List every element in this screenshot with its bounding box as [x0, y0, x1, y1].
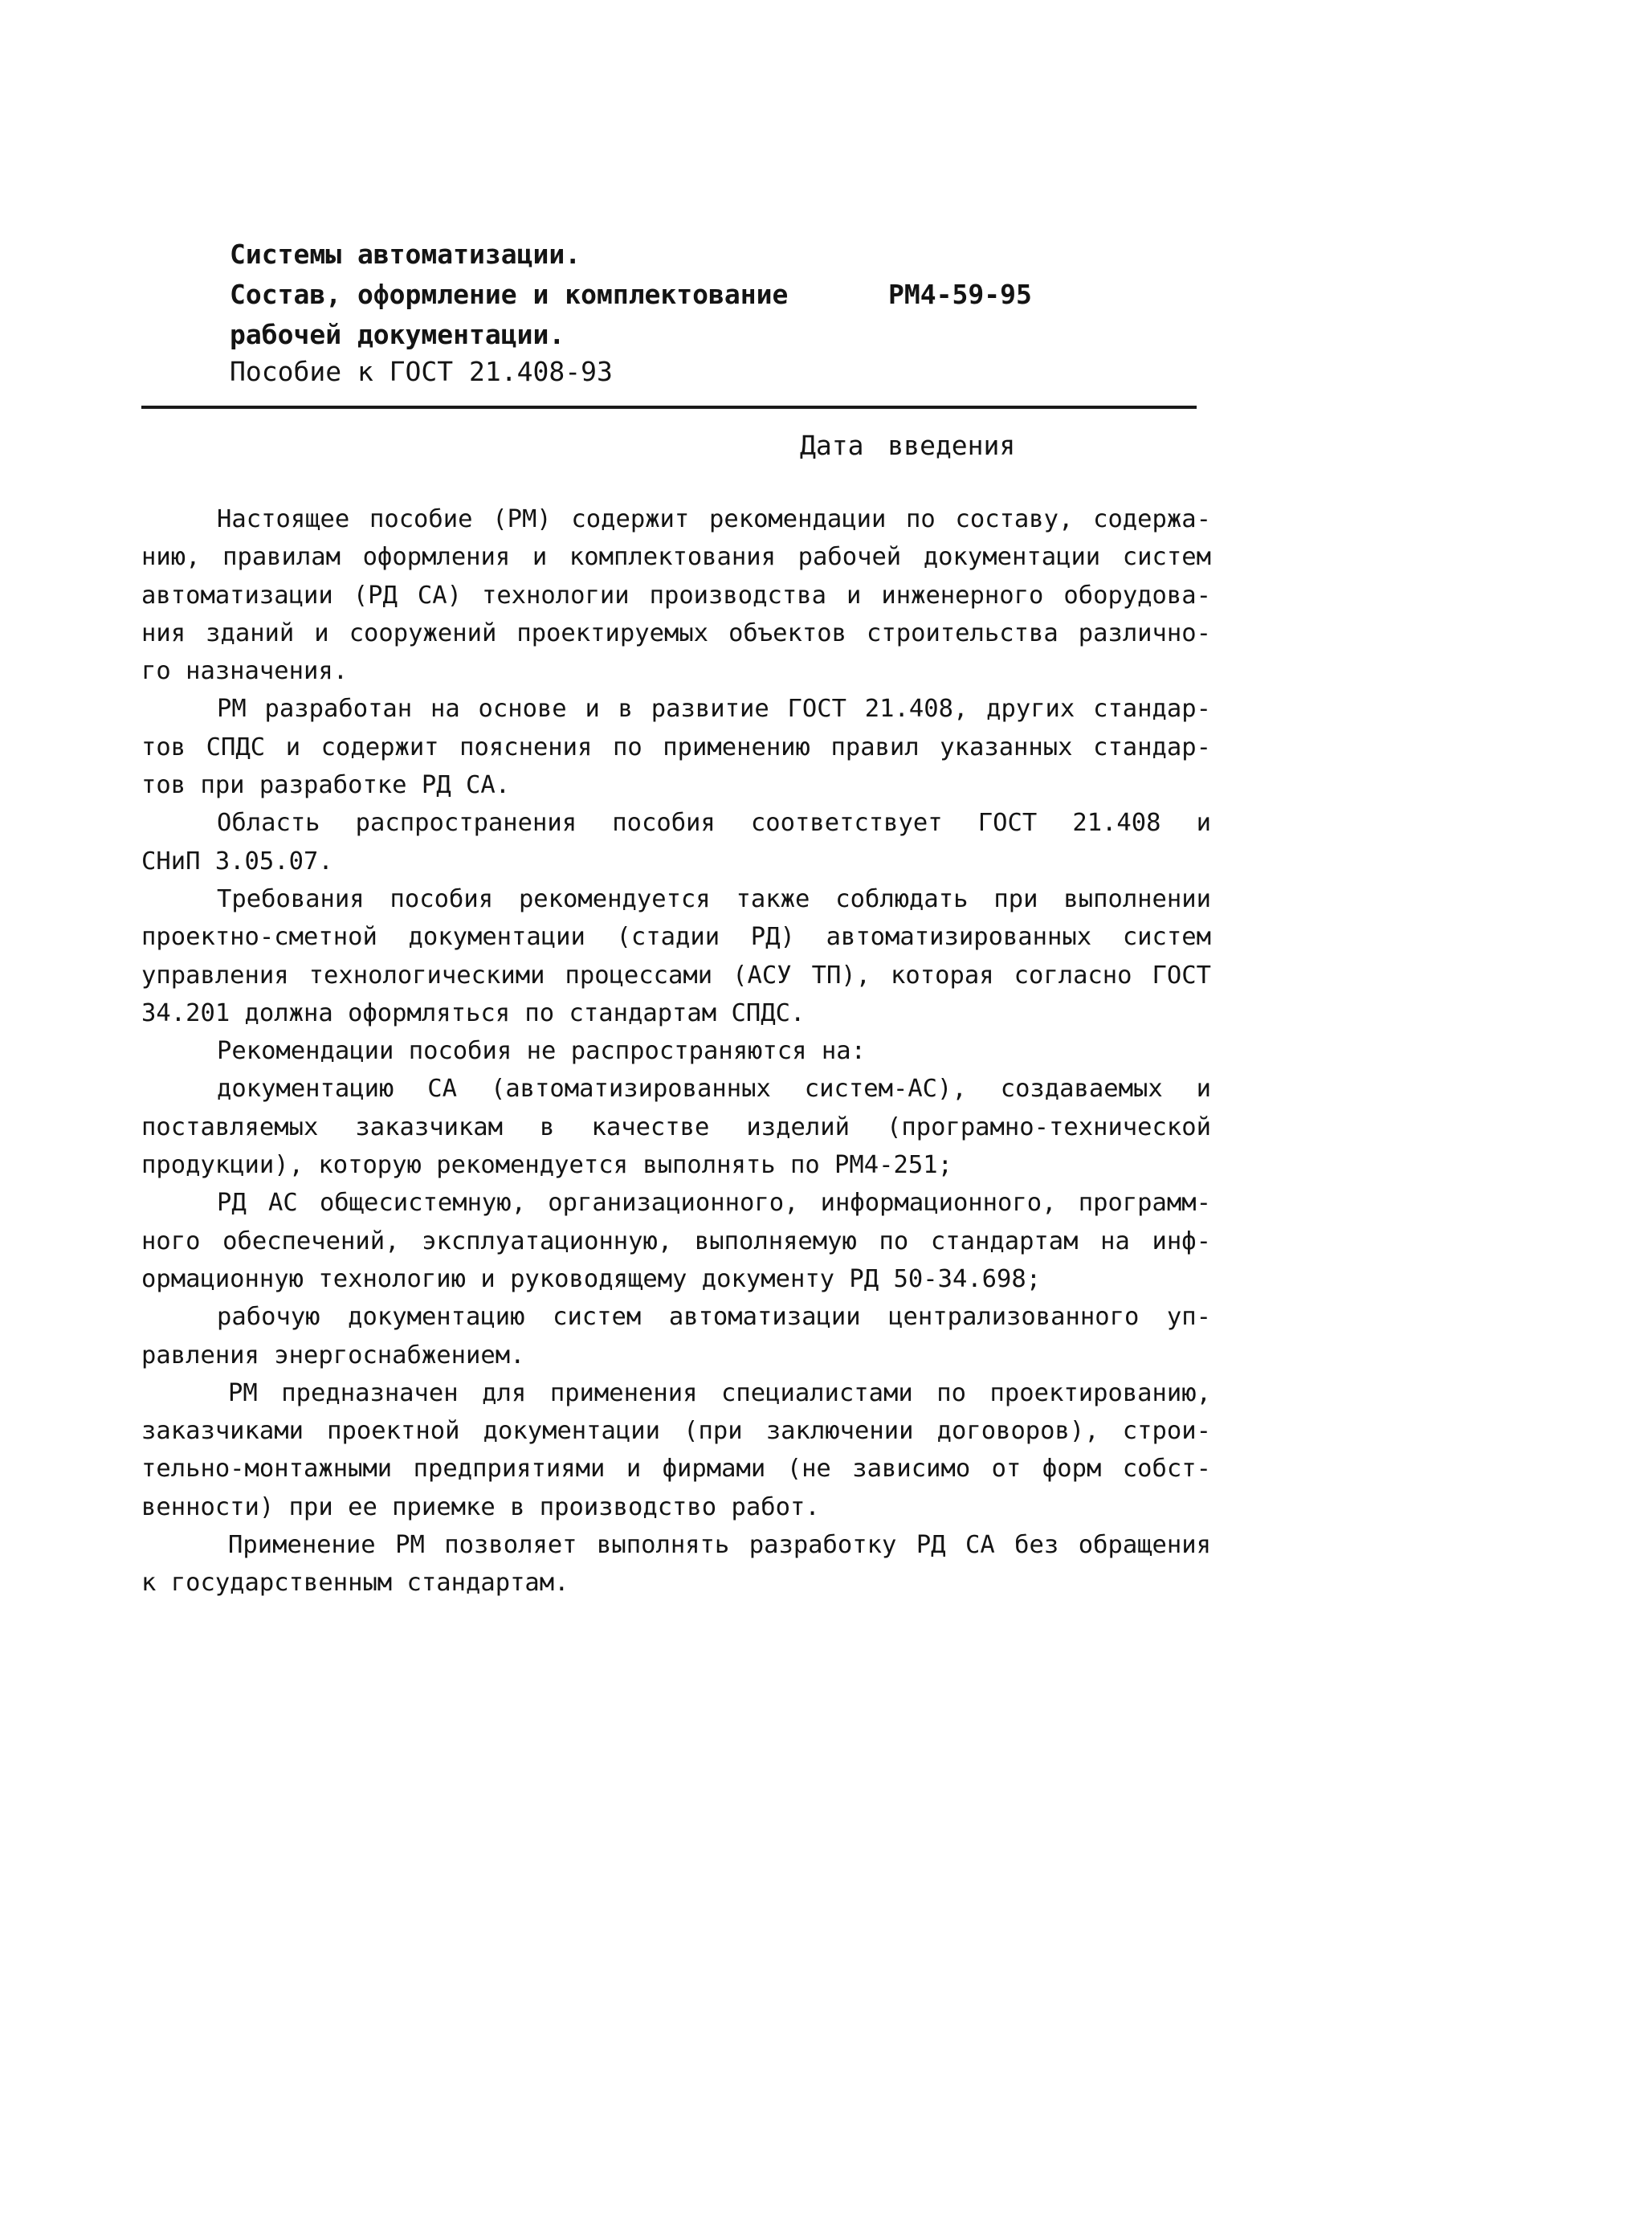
text-line: 34.201 должна оформляться по стандартам СПДС. [141, 998, 806, 1027]
text-line: ного обеспечений, эксплуатационную, выполняемую по стандартам на инф- [141, 1227, 1211, 1255]
text-line: тов при разработке РД СА. [141, 771, 511, 800]
header-title-line-3: рабочей документации. [230, 319, 565, 350]
text-line: Требования пособия рекомендуется также соблюдать при выполнении [217, 884, 1211, 913]
text-line: РМ разработан на основе и в развитие ГОСТ 21.408, других стандар- [217, 695, 1211, 724]
text-line: Область распространения пособия соответствует ГОСТ 21.408 и [217, 809, 1211, 838]
text-line: венности) при ее приемке в производство работ. [141, 1492, 820, 1521]
header-divider [141, 406, 1197, 409]
text-line: Рекомендации пособия не распространяются на: [217, 1037, 866, 1066]
text-line: документацию СА (автоматизированных систем-АС), создаваемых и [217, 1075, 1211, 1104]
text-line: РМ предназначен для применения специалистами по проектированию, [228, 1378, 1211, 1407]
text-line: ния зданий и сооружений проектируемых объектов строительства различно- [141, 618, 1211, 647]
text-line: равления энергоснабжением. [141, 1341, 525, 1370]
intro-date-label: Дата введения [800, 430, 1016, 461]
text-line: к государственным стандартам. [141, 1569, 569, 1598]
text-line: РД АС общесистемную, организационного, информационного, программ- [217, 1189, 1211, 1218]
text-line: автоматизации (РД СА) технологии производства и инженерного оборудова- [141, 581, 1211, 610]
text-line: проектно-сметной документации (стадии РД) автоматизированных систем [141, 923, 1211, 952]
text-line: заказчиками проектной документации (при заключении договоров), строи- [141, 1417, 1211, 1446]
text-line: Настоящее пособие (РМ) содержит рекомендации по составу, содержа- [217, 505, 1211, 533]
text-line: поставляемых заказчикам в качестве изделий (програмно-технической [141, 1112, 1211, 1141]
header-title-line-2: Состав, оформление и комплектование [230, 279, 789, 310]
text-line: тельно-монтажными предприятиями и фирмами (не зависимо от форм собст- [141, 1455, 1211, 1484]
text-line: управления технологическими процессами (АСУ ТП), которая согласно ГОСТ [141, 961, 1211, 990]
header-title-line-1: Системы автоматизации. [230, 239, 581, 270]
text-line: ормационную технологию и руководящему документу РД 50-34.698; [141, 1264, 1042, 1293]
text-line: нию, правилам оформления и комплектования рабочей документации систем [141, 543, 1211, 572]
text-line: го назначения. [141, 657, 349, 686]
text-line: рабочую документацию систем автоматизации централизованного уп- [217, 1303, 1211, 1332]
text-line: продукции), которую рекомендуется выполнять по РМ4-251; [141, 1151, 952, 1180]
header-subtitle: Пособие к ГОСТ 21.408-93 [230, 356, 613, 387]
document-code: РМ4-59-95 [888, 279, 1032, 310]
text-line: тов СПДС и содержит пояснения по применению правил указанных стандар- [141, 733, 1211, 761]
text-line: Применение РМ позволяет выполнять разработку РД СА без обращения [228, 1531, 1211, 1560]
text-line: СНиП 3.05.07. [141, 847, 333, 876]
document-body [141, 500, 1211, 1602]
